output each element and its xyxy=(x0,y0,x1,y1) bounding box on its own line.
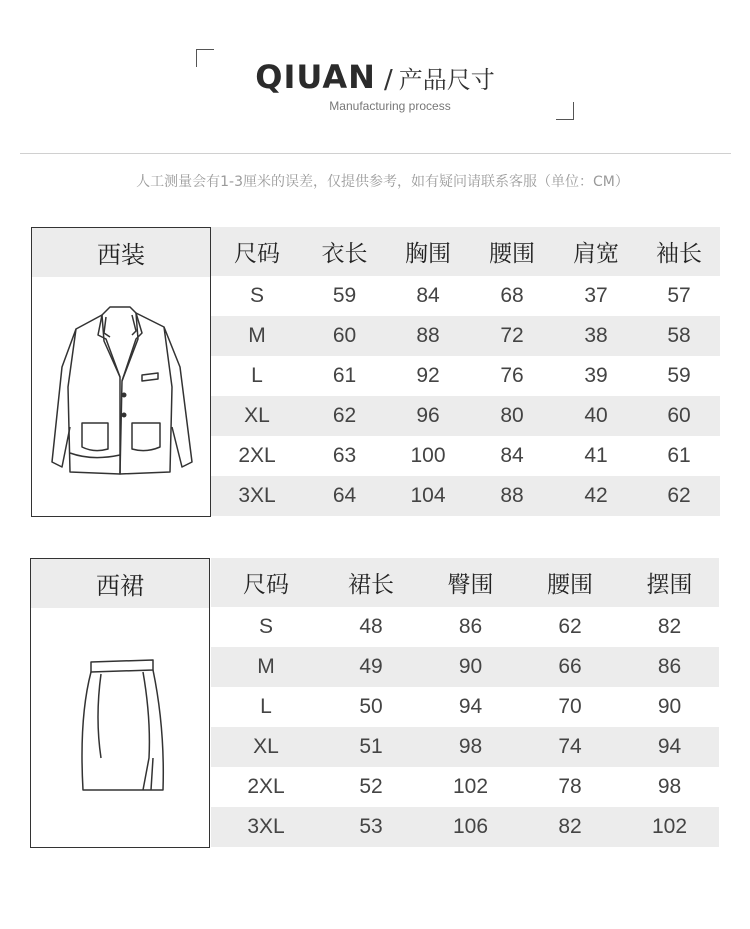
table-cell: 59 xyxy=(667,364,691,387)
table-cell: 98 xyxy=(657,775,682,798)
table-cell: M xyxy=(211,316,303,356)
table-cell: 78 xyxy=(558,775,582,798)
table-cell: S xyxy=(258,615,273,638)
table-cell: 66 xyxy=(520,647,620,687)
table-cell: 84 xyxy=(416,284,440,307)
table-cell: 106 xyxy=(421,807,520,847)
table-cell: 59 xyxy=(332,284,357,307)
table-row xyxy=(211,647,719,687)
table-cell: M xyxy=(211,647,321,687)
table-cell: 61 xyxy=(332,364,357,387)
suit-image-area xyxy=(32,277,210,516)
table-cell: 76 xyxy=(500,364,524,387)
table-cell: 41 xyxy=(584,444,608,467)
table-row xyxy=(211,316,720,356)
table-cell: 88 xyxy=(386,316,470,356)
table-cell: 82 xyxy=(520,807,620,847)
table-cell: 86 xyxy=(620,647,719,687)
table-row xyxy=(211,727,719,767)
skirt-label: 西裙 xyxy=(31,559,209,608)
suit-col-waist: 腰围 xyxy=(470,227,554,276)
table-row xyxy=(211,276,720,316)
suit-label: 西装 xyxy=(32,228,210,277)
table-cell: 102 xyxy=(452,775,489,798)
table-cell: 50 xyxy=(359,695,383,718)
table-cell: 60 xyxy=(638,396,720,436)
table-cell: 53 xyxy=(321,807,421,847)
table-cell: 38 xyxy=(554,316,638,356)
table-cell: 74 xyxy=(520,727,620,767)
table-cell: 63 xyxy=(332,444,357,467)
table-cell: 3XL xyxy=(211,807,321,847)
table-cell: L xyxy=(260,695,272,718)
brand-name: QIUAN xyxy=(255,58,376,96)
table-cell: 98 xyxy=(421,727,520,767)
page-subtitle: Manufacturing process xyxy=(329,99,451,113)
table-row xyxy=(211,607,719,647)
table-cell: XL xyxy=(211,396,303,436)
table-cell: 42 xyxy=(554,476,638,516)
table-cell: 51 xyxy=(321,727,421,767)
skirt-col-hem: 摆围 xyxy=(620,558,719,607)
table-row xyxy=(211,807,719,847)
suit-col-chest: 胸围 xyxy=(386,227,470,276)
table-cell: 82 xyxy=(657,615,682,638)
skirt-header-row xyxy=(211,558,719,607)
table-cell: 92 xyxy=(416,364,440,387)
table-row xyxy=(211,436,720,476)
table-cell: 72 xyxy=(470,316,554,356)
table-cell: 94 xyxy=(458,695,483,718)
suit-image-box xyxy=(31,227,211,517)
skirt-col-hip: 臀围 xyxy=(421,558,520,607)
table-cell: 90 xyxy=(421,647,520,687)
table-cell: 39 xyxy=(584,364,608,387)
table-cell: 40 xyxy=(554,396,638,436)
table-cell: 64 xyxy=(303,476,386,516)
suit-col-size: 尺码 xyxy=(211,227,303,276)
table-cell: 68 xyxy=(500,284,524,307)
page-header xyxy=(0,58,750,96)
table-cell: 62 xyxy=(303,396,386,436)
table-row xyxy=(211,356,720,396)
suit-col-shoulder: 肩宽 xyxy=(554,227,638,276)
table-cell: 86 xyxy=(458,615,483,638)
table-cell: 90 xyxy=(657,695,682,718)
table-cell: L xyxy=(251,364,263,387)
table-row xyxy=(211,767,719,807)
table-cell: 94 xyxy=(620,727,719,767)
table-cell: S xyxy=(249,284,264,307)
skirt-col-length: 裙长 xyxy=(321,558,421,607)
table-cell: 104 xyxy=(386,476,470,516)
title-separator: / xyxy=(383,65,393,95)
table-cell: 102 xyxy=(620,807,719,847)
skirt-col-waist: 腰围 xyxy=(520,558,620,607)
table-row xyxy=(211,476,720,516)
table-cell: 49 xyxy=(321,647,421,687)
table-cell: 84 xyxy=(500,444,524,467)
skirt-icon xyxy=(31,608,209,846)
suit-col-sleeve: 袖长 xyxy=(638,227,720,276)
skirt-size-table xyxy=(211,558,719,847)
skirt-image-area xyxy=(31,608,209,847)
table-cell: 37 xyxy=(584,284,608,307)
divider xyxy=(20,153,731,154)
skirt-image-box xyxy=(30,558,210,848)
table-cell: 2XL xyxy=(238,444,276,467)
measurement-note: 人工测量会有1-3厘米的误差，仅提供参考，如有疑问请联系客服（单位：CM） xyxy=(136,174,629,190)
table-cell: 58 xyxy=(638,316,720,356)
table-cell: 62 xyxy=(638,476,720,516)
table-row xyxy=(211,396,720,436)
table-cell: 3XL xyxy=(211,476,303,516)
suit-header-row xyxy=(211,227,720,276)
table-row xyxy=(211,687,719,727)
table-cell: XL xyxy=(211,727,321,767)
skirt-col-size: 尺码 xyxy=(211,558,321,607)
table-cell: 80 xyxy=(470,396,554,436)
table-cell: 61 xyxy=(667,444,691,467)
suit-col-length: 衣长 xyxy=(303,227,386,276)
page-title: 产品尺寸 xyxy=(398,66,495,94)
suit-size-table xyxy=(211,227,720,516)
table-cell: 48 xyxy=(359,615,383,638)
table-cell: 2XL xyxy=(247,775,285,798)
table-cell: 52 xyxy=(359,775,383,798)
table-cell: 96 xyxy=(386,396,470,436)
table-cell: 70 xyxy=(558,695,582,718)
table-cell: 100 xyxy=(410,444,446,467)
table-cell: 57 xyxy=(667,284,691,307)
table-cell: 62 xyxy=(558,615,582,638)
table-cell: 60 xyxy=(303,316,386,356)
jacket-icon xyxy=(32,277,210,515)
table-cell: 88 xyxy=(470,476,554,516)
